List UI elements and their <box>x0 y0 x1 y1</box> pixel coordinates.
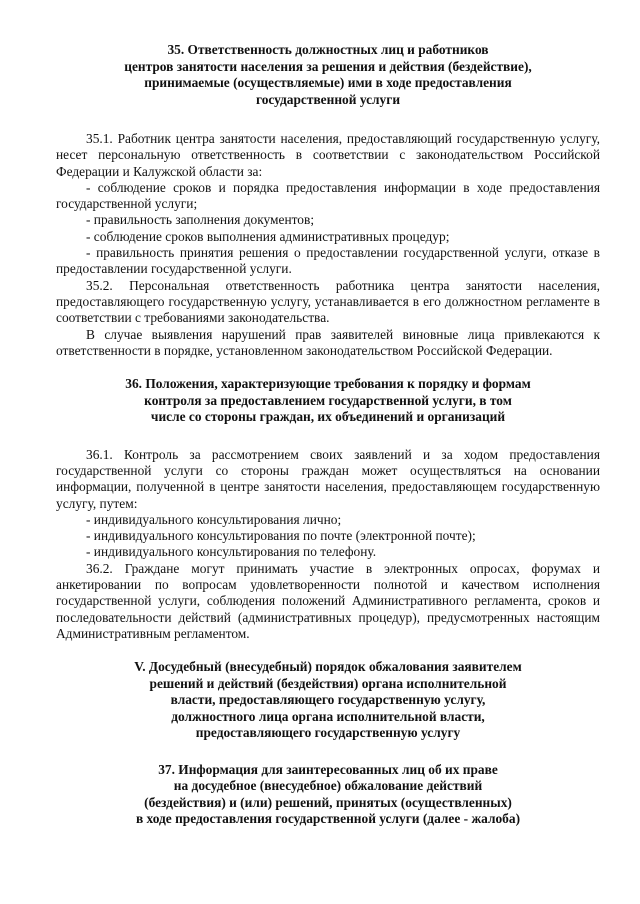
paragraph-36-2: 36.2. Граждане могут принимать участие в электронных опросах, форумах и анкетировании по вопросам удовлетворенности полнотой и качеством исполнения государственной услуги, соблюдения положений Административного регламента, сроков и последовательности действий (административных процедур), предусмотренных настоящим Административным регламентом. <box>56 560 600 641</box>
section-35-heading <box>56 42 600 108</box>
heading-line: власти, предоставляющего государственную услугу, <box>170 692 486 708</box>
heading-line: на досудебное (внесудебное) обжалование действий <box>173 778 483 794</box>
heading-line: 35. Ответственность должностных лиц и работников <box>167 42 489 57</box>
paragraph-36-1: 36.1. Контроль за рассмотрением своих заявлений и за ходом предоставления государственной услуги со стороны граждан может осуществляться на основании информации, полученной в центре занятости населения, предоставляющем государственную услугу, путем: <box>56 446 600 511</box>
list-item: - соблюдение сроков выполнения административных процедур; <box>86 228 450 244</box>
list-item: - правильность принятия решения о предоставлении государственной услуги, отказе в предоставлении государственной услуги. <box>56 245 600 277</box>
section-37-heading <box>56 762 600 828</box>
heading-line: государственной услуги <box>255 91 401 107</box>
heading-line: (бездействия) и (или) решений, принятых (осуществленных) <box>144 794 512 810</box>
list-item: - правильность заполнения документов; <box>86 212 315 228</box>
heading-line: в ходе предоставления государственной услуги (далее - жалоба) <box>135 811 521 827</box>
heading-line: 37. Информация для заинтересованных лиц об их праве <box>158 761 498 777</box>
heading-line: числе со стороны граждан, их объединений и организаций <box>150 409 506 425</box>
heading-line: должностного лица органа исполнительной власти, <box>171 708 485 724</box>
heading-line: решений и действий (бездействия) органа исполнительной <box>149 675 507 691</box>
section-35-body <box>56 131 600 359</box>
section-36-heading <box>56 376 600 426</box>
list-item: - соблюдение сроков и порядка предоставления информации в ходе предоставления государственной услуги; <box>56 179 600 212</box>
list-item: - индивидуального консультирования по почте (электронной почте); <box>86 528 476 544</box>
section-36-body <box>56 447 600 643</box>
section-v-heading <box>56 659 600 742</box>
heading-line: предоставляющего государственную услугу <box>195 725 461 741</box>
list-item: - индивидуального консультирования по телефону. <box>86 544 377 560</box>
paragraph-35-2: 35.2. Персональная ответственность работника центра занятости населения, предоставляющего государственную услугу, устанавливается в его должностном регламенте в соответствии с требованиями законодательства. <box>56 277 600 326</box>
paragraph-violations: В случае выявления нарушений прав заявителей виновные лица привлекаются к ответственности в порядке, установленном законодательством Российской Федерации. <box>56 326 600 358</box>
heading-line: контроля за предоставлением государственной услуги, в том <box>144 392 512 408</box>
heading-line: V. Досудебный (внесудебный) порядок обжалования заявителем <box>134 659 522 675</box>
paragraph-35-1: 35.1. Работник центра занятости населения, предоставляющий государственную услугу, несет персональную ответственность в соответствии с законодательством Российской Федерации и Калужской области за: <box>56 131 600 179</box>
heading-line: центров занятости населения за решения и действия (бездействие), <box>124 58 532 74</box>
heading-line: принимаемые (осуществляемые) ими в ходе предоставления <box>144 75 512 90</box>
heading-line: 36. Положения, характеризующие требования к порядку и формам <box>125 376 531 392</box>
list-item: - индивидуального консультирования лично; <box>86 511 342 527</box>
